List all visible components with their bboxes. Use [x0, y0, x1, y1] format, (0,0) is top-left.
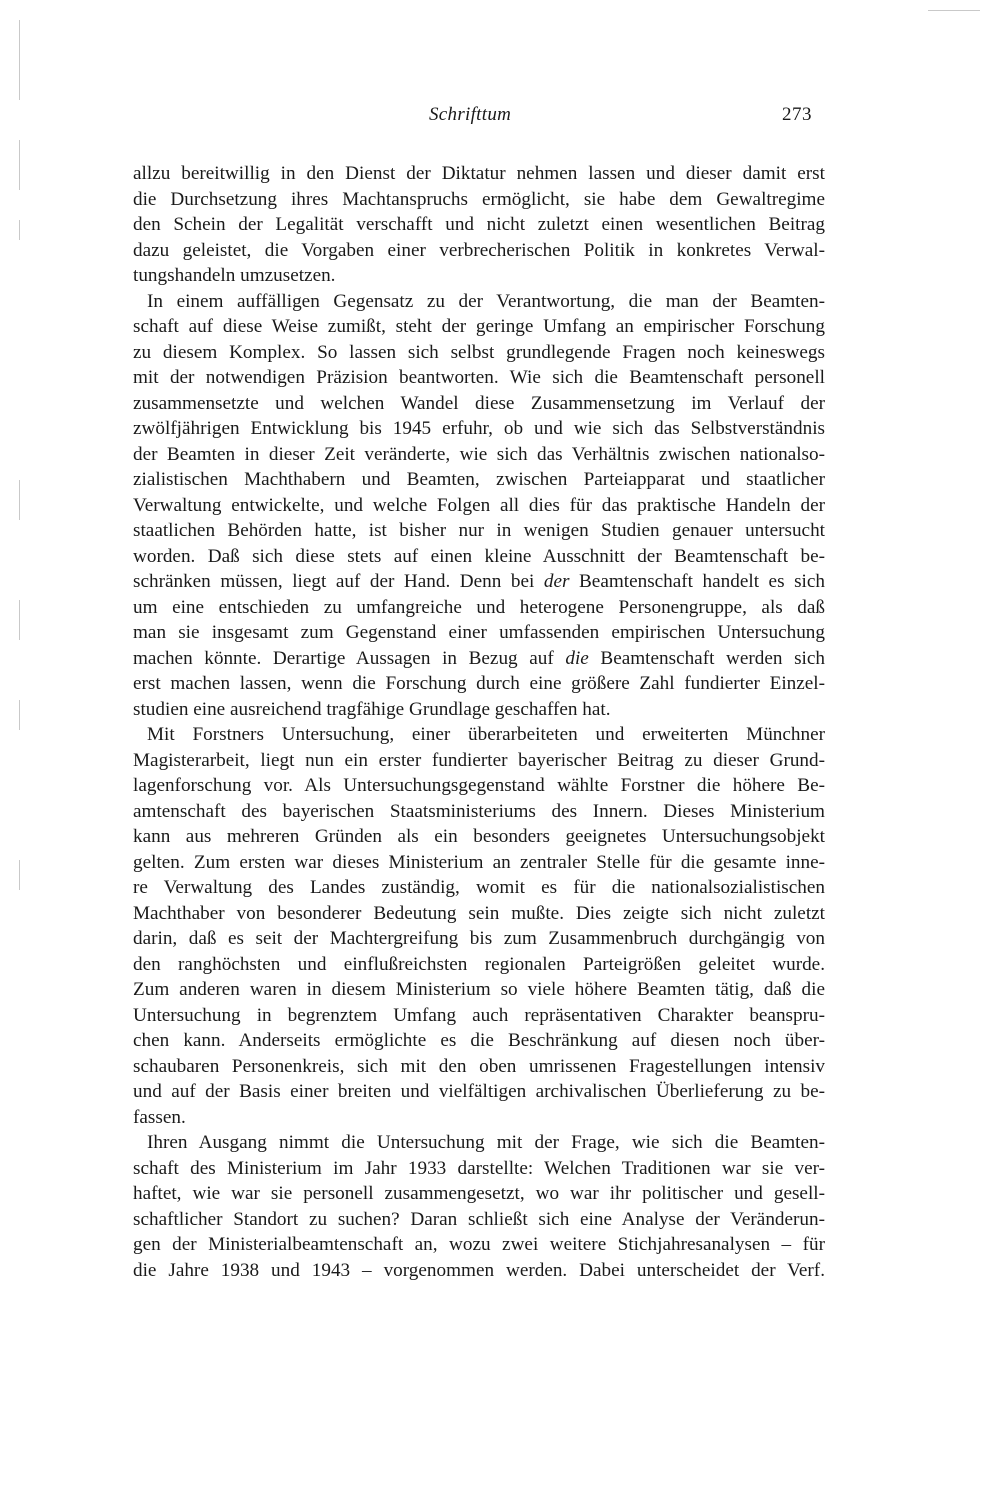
text-line: allzu bereitwillig in den Dienst der Diktatur nehmen lassen und dieser damit erst — [133, 163, 825, 184]
scan-edge-mark — [19, 480, 20, 520]
text-line: Magisterarbeit, liegt nun ein erster fundierter bayerischer Beitrag zu dieser Grund- — [133, 749, 825, 771]
text-line: den Schein der Legalität verschafft und nicht zuletzt einen wesentlichen Beitrag — [133, 214, 825, 235]
text-line: der Beamten in dieser Zeit veränderte, wie sich das Verhältnis zwischen nationalso- — [133, 443, 825, 465]
text-line: darin, daß es seit der Machtergreifung bis zum Zusammenbruch durchgängig von — [133, 928, 825, 949]
text-line: haftet, wie war sie personell zusammengesetzt, wo war ihr politischer und gesell- — [133, 1183, 825, 1204]
text-line: Untersuchung in begrenztem Umfang auch repräsentativen Charakter beanspru- — [133, 1004, 825, 1026]
text-line: zusammensetzte und welchen Wandel diese Zusammensetzung im Verlauf der — [133, 392, 825, 414]
text-line — [133, 569, 825, 595]
text-segment: Beamtenschaft werden sich — [588, 647, 825, 669]
text-line: die Jahre 1938 und 1943 – vorgenommen werden. Dabei unterscheidet der Verf. — [133, 1259, 825, 1281]
text-line: den ranghöchsten und einflußreichsten regionalen Parteigrößen geleitet wurde. — [133, 953, 825, 975]
text-line: Ihren Ausgang nimmt die Untersuchung mit der Frage, wie sich die Beamten- — [147, 1132, 825, 1153]
text-line: tungshandeln umzusetzen. — [133, 265, 336, 286]
text-line: staatlichen Behörden hatte, ist bisher nur in wenigen Studien genauer untersucht — [133, 520, 825, 541]
text-line: re Verwaltung des Landes zuständig, womit es für die nationalsozialistischen — [133, 877, 825, 898]
scan-edge-mark — [19, 860, 20, 890]
text-line: man sie insgesamt zum Gegenstand einer umfassenden empirischen Untersuchung — [133, 622, 825, 643]
text-line: Mit Forstners Untersuchung, einer überarbeiteten und erweiterten Münchner — [147, 724, 825, 745]
text-line — [133, 646, 825, 672]
body-text — [133, 161, 825, 1283]
text-line: kann aus mehreren Gründen als ein besonders geeignetes Untersuchungsobjekt — [133, 826, 825, 847]
text-line: zialistischen Machthabern und Beamten, zwischen Parteiapparat und staatlicher — [133, 469, 825, 490]
scan-edge-mark — [19, 140, 20, 190]
text-line: amtenschaft des bayerischen Staatsministeriums des Innern. Dieses Ministerium — [133, 800, 825, 822]
text-segment: schränken müssen, liegt auf der Hand. Denn bei — [133, 571, 544, 592]
text-line: schaft auf diese Weise zumißt, steht der geringe Umfang an empirischer Forschung — [133, 316, 825, 337]
text-line: fassen. — [133, 1106, 186, 1128]
text-line: und auf der Basis einer breiten und vielfältigen archivalischen Überlieferung zu be- — [133, 1081, 825, 1102]
scan-edge-mark — [19, 700, 20, 730]
scan-corner-mark — [928, 10, 980, 11]
running-head — [0, 104, 1000, 132]
emphasis-die: die — [565, 647, 589, 669]
text-line: lagenforschung vor. Als Untersuchungsgegenstand wählte Forstner die höhere Be- — [133, 775, 825, 796]
text-line: dazu geleistet, die Vorgaben einer verbrecherischen Politik in konkretes Verwal- — [133, 239, 825, 261]
text-line: schaftlicher Standort zu suchen? Daran schließt sich eine Analyse der Veränderun- — [133, 1208, 825, 1230]
text-line: studien eine ausreichend tragfähige Grundlage geschaffen hat. — [133, 698, 611, 720]
text-line: Machthaber von besonderer Bedeutung sein mußte. Dies zeigte sich nicht zuletzt — [133, 902, 825, 924]
text-line: worden. Daß sich diese stets auf einen kleine Ausschnitt der Beamtenschaft be- — [133, 545, 825, 567]
text-line: chen kann. Anderseits ermöglichte es die Beschränkung auf diesen noch über- — [133, 1030, 825, 1051]
text-line: die Durchsetzung ihres Machtanspruchs ermöglicht, sie habe dem Gewaltregime — [133, 188, 825, 210]
text-line: gen der Ministerialbeamtenschaft an, wozu zwei weitere Stichjahresanalysen – für — [133, 1234, 825, 1255]
text-line: In einem auffälligen Gegensatz zu der Verantwortung, die man der Beamten- — [147, 290, 825, 312]
text-line: erst machen lassen, wenn die Forschung durch eine größere Zahl fundierter Einzel- — [133, 673, 825, 694]
emphasis-der: der — [543, 571, 570, 592]
text-line: schaft des Ministerium im Jahr 1933 darstellte: Welchen Traditionen war sie ver- — [133, 1157, 825, 1179]
text-segment: machen könnte. Derartige Aussagen in Bezug auf — [133, 647, 566, 669]
text-line: zwölfjährigen Entwicklung bis 1945 erfuhr, ob und wie sich das Selbstverständnis — [133, 418, 825, 439]
text-segment: Beamtenschaft handelt es sich — [569, 571, 825, 592]
text-line: gelten. Zum ersten war dieses Ministerium an zentraler Stelle für die gesamte inne- — [133, 851, 825, 873]
text-line: Verwaltung entwickelte, und welche Folgen all dies für das praktische Handeln der — [133, 494, 825, 516]
text-line: Zum anderen waren in diesem Ministerium so viele höhere Beamten tätig, daß die — [133, 979, 825, 1000]
text-line: schaubaren Personenkreis, sich mit den oben umrissenen Fragestellungen intensiv — [133, 1055, 825, 1077]
scan-edge-mark — [19, 600, 20, 640]
page-number: 273 — [782, 104, 812, 125]
text-line: mit der notwendigen Präzision beantworten. Wie sich die Beamtenschaft personell — [133, 367, 825, 388]
text-line: zu diesem Komplex. So lassen sich selbst grundlegende Fragen noch keineswegs — [133, 341, 825, 363]
scan-edge-mark — [19, 220, 20, 240]
running-title: Schrifttum — [429, 104, 512, 125]
text-line: um eine entschieden zu umfangreiche und heterogene Personengruppe, als daß — [133, 596, 825, 618]
scan-edge-mark — [19, 20, 20, 100]
